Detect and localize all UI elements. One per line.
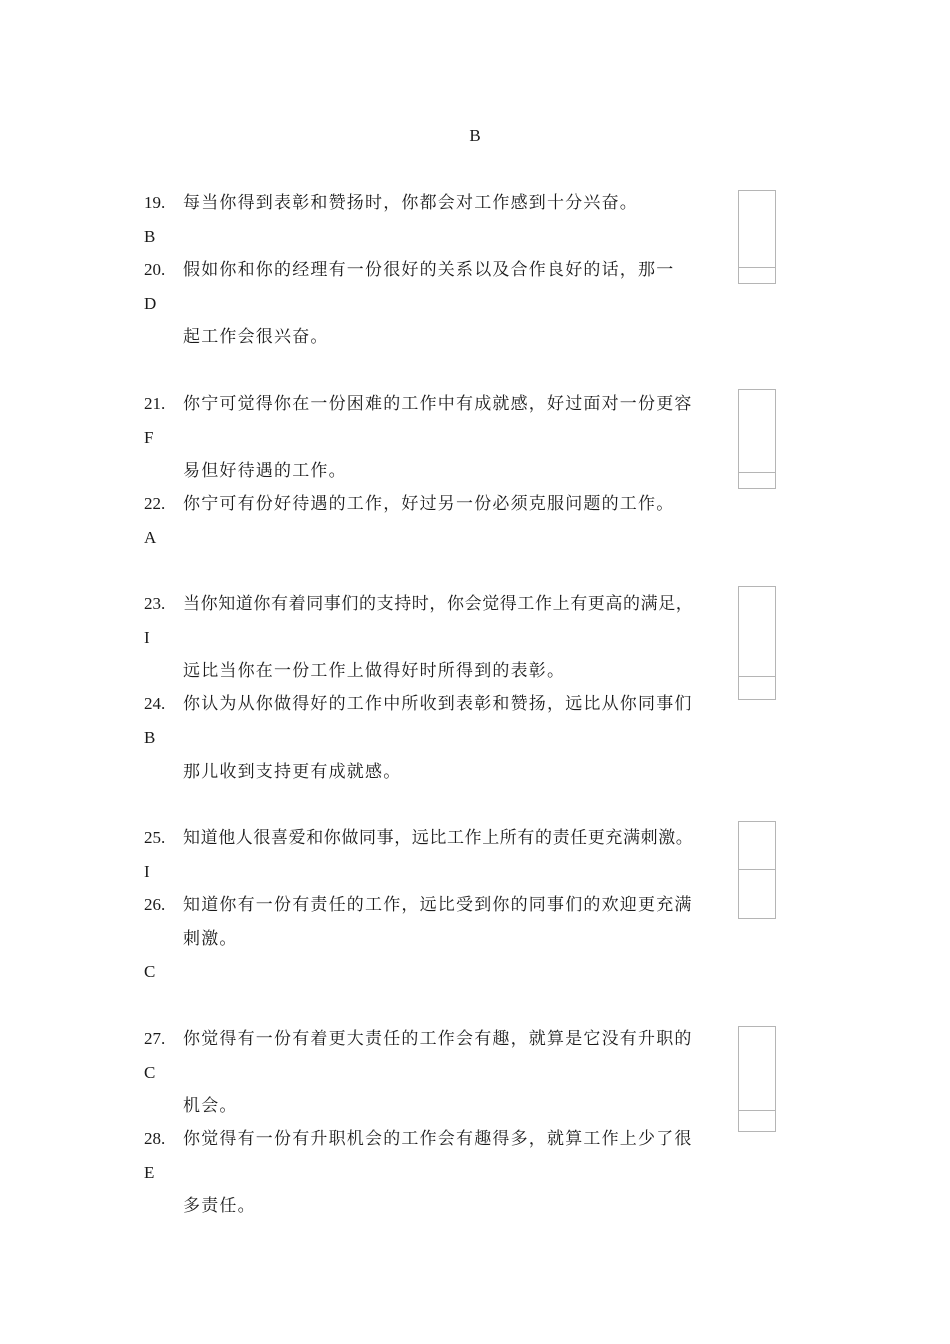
question-24-text-line1: 你认为从你做得好的工作中所收到表彰和赞扬，远比从你同事们 [183, 694, 693, 714]
question-22-number: 22. [144, 494, 166, 513]
question-21-number: 21. [144, 394, 166, 413]
question-28-text-line1: 你觉得有一份有升职机会的工作会有趣得多，就算工作上少了很 [183, 1129, 693, 1149]
question-22-letter: A [144, 528, 157, 547]
answer-box-divider [739, 869, 775, 870]
question-23-letter: I [144, 628, 150, 647]
question-27-number: 27. [144, 1029, 166, 1048]
question-23-number: 23. [144, 594, 166, 613]
answer-box-25-26[interactable] [738, 821, 776, 919]
question-21-text-line1: 你宁可觉得你在一份困难的工作中有成就感，好过面对一份更容 [183, 394, 693, 414]
question-19-number: 19. [144, 193, 166, 212]
answer-box-21-22[interactable] [738, 389, 776, 489]
answer-box-divider [739, 267, 775, 268]
answer-box-divider [739, 472, 775, 473]
question-24-number: 24. [144, 694, 166, 713]
question-22-text: 你宁可有份好待遇的工作，好过另一份必须克服问题的工作。 [183, 494, 675, 514]
question-19-letter: B [144, 227, 156, 246]
question-24-letter: B [144, 728, 156, 747]
question-23-text-line2: 远比当你在一份工作上做得好时所得到的表彰。 [183, 661, 566, 681]
question-26-letter: C [144, 962, 156, 981]
question-26-number: 26. [144, 895, 166, 914]
question-20-text-line1: 假如你和你的经理有一份很好的关系以及合作良好的话，那一 [183, 260, 675, 280]
question-21-letter: F [144, 428, 154, 447]
question-25-text: 知道他人很喜爱和你做同事，远比工作上所有的责任更充满刺激。 [183, 828, 694, 848]
question-28-letter: E [144, 1163, 155, 1182]
question-25-number: 25. [144, 828, 166, 847]
page-header-letter: B [469, 126, 481, 145]
question-25-letter: I [144, 862, 150, 881]
question-23-text-line1: 当你知道你有着同事们的支持时，你会觉得工作上有更高的满足， [183, 594, 694, 614]
question-20-text-line2: 起工作会很兴奋。 [183, 327, 329, 347]
question-28-text-line2: 多责任。 [183, 1196, 256, 1216]
question-21-text-line2: 易但好待遇的工作。 [183, 461, 347, 481]
question-26-text-line2: 刺激。 [183, 929, 238, 949]
answer-box-23-24[interactable] [738, 586, 776, 700]
question-20-number: 20. [144, 260, 166, 279]
answer-box-divider [739, 676, 775, 677]
question-19-text: 每当你得到表彰和赞扬时，你都会对工作感到十分兴奋。 [183, 193, 638, 213]
question-20-letter: D [144, 294, 157, 313]
question-27-text-line2: 机会。 [183, 1096, 238, 1116]
answer-box-27-28[interactable] [738, 1026, 776, 1132]
question-27-text-line1: 你觉得有一份有着更大责任的工作会有趣，就算是它没有升职的 [183, 1029, 693, 1049]
question-24-text-line2: 那儿收到支持更有成就感。 [183, 762, 402, 782]
question-28-number: 28. [144, 1129, 166, 1148]
answer-box-divider [739, 1110, 775, 1111]
question-26-text-line1: 知道你有一份有责任的工作，远比受到你的同事们的欢迎更充满 [183, 895, 693, 915]
answer-box-19-20[interactable] [738, 190, 776, 284]
question-27-letter: C [144, 1063, 156, 1082]
